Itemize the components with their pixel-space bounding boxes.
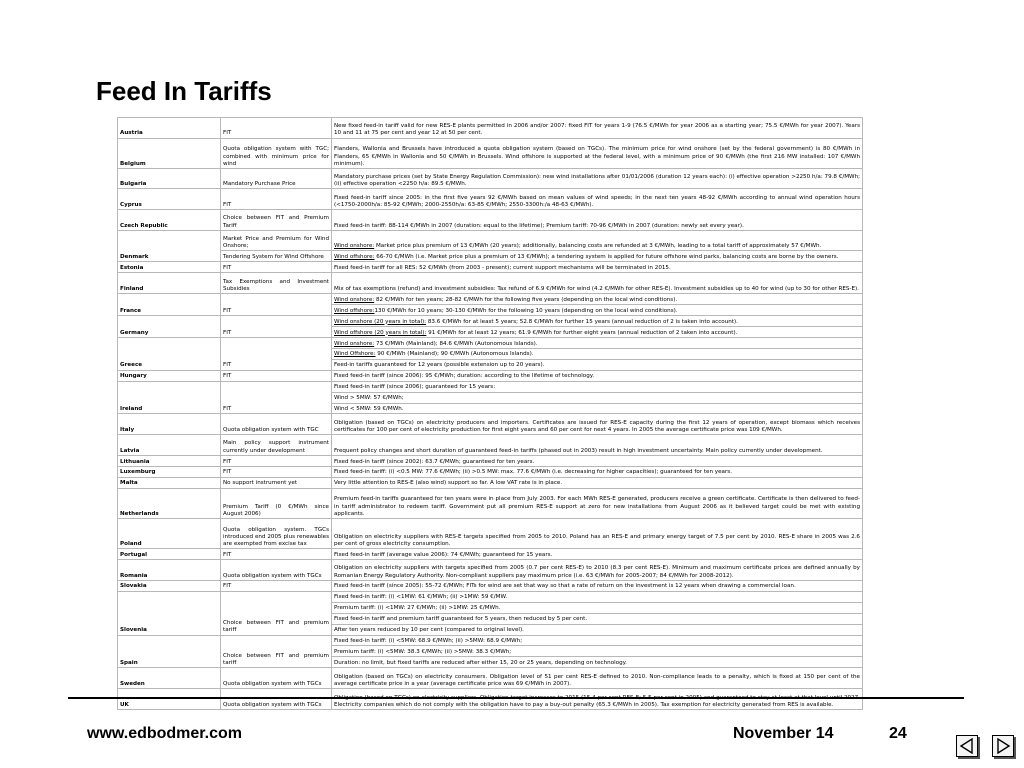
- instrument-cell: Choice between FIT and Premium Tariff: [221, 210, 332, 231]
- table-row: [118, 118, 863, 139]
- table-row: [118, 635, 863, 646]
- description-text: New fixed feed-in tariff valid for new RES-E plants permitted in 2006 and/or 2007: fixed FIT for years 1-9 (76.5 €/MWh for year 2006 as a starting year; 75.5 €/MWh for year 2007). Years 10 and 11 at 75 per cent and year 12 at 50 per cent.: [334, 123, 860, 137]
- technology-label: Wind onshore (20 years in total):: [334, 318, 427, 325]
- country-cell: Slovenia: [118, 591, 221, 635]
- description-cell: [332, 138, 863, 168]
- instrument-cell: Premium Tariff (0 €/MWh since August 2006): [221, 488, 332, 518]
- triangle-right-icon: [995, 738, 1011, 754]
- description-cell: [332, 348, 863, 359]
- instrument-cell: FIT: [221, 293, 332, 315]
- description-cell: [332, 293, 863, 304]
- instrument-cell: FIT: [221, 315, 332, 337]
- description-cell: [332, 613, 863, 624]
- description-cell: [332, 251, 863, 262]
- country-cell: Netherlands: [118, 488, 221, 518]
- country-cell: Estonia: [118, 262, 221, 273]
- description-cell: [332, 168, 863, 189]
- description-cell: [332, 455, 863, 466]
- instrument-cell: FIT: [221, 580, 332, 591]
- instrument-cell: FIT: [221, 549, 332, 560]
- country-cell: Ireland: [118, 381, 221, 414]
- description-cell: [332, 477, 863, 488]
- table-row: [118, 560, 863, 581]
- page-number: 24: [889, 725, 907, 742]
- country-cell: Italy: [118, 414, 221, 435]
- description-text: Fixed feed-in tariff: (i) <1MW: 61 €/MWh; (ii) >1MW: 59 €/MW.: [334, 594, 508, 601]
- description-text: 130 €/MWh for 10 years; 30-130 €/MWh for the following 10 years (depending on the local wind conditions).: [374, 307, 678, 314]
- country-cell: Portugal: [118, 549, 221, 560]
- table-row: [118, 262, 863, 273]
- description-cell: [332, 392, 863, 403]
- description-text: Wind < 5MW: 59 €/MWh.: [334, 406, 404, 413]
- technology-label: Wind onshore:: [334, 296, 375, 303]
- description-text: 90 €/MWh (Mainland); 90 €/MWh (Autonomous Islands).: [375, 351, 534, 358]
- instrument-cell: Choice between FIT and premium tariff: [221, 591, 332, 635]
- description-text: Frequent policy changes and short duration of guaranteed feed-in tariffs (phased out in 2003) result in high investment uncertainty. Main policy currently under development.: [334, 447, 823, 454]
- table-row: [118, 293, 863, 304]
- instrument-cell: Quota obligation system with TGCs: [221, 689, 332, 710]
- country-cell: Luxemburg: [118, 466, 221, 477]
- country-cell: Greece: [118, 337, 221, 370]
- country-cell: Spain: [118, 635, 221, 668]
- description-text: Wind > 5MW: 57 €/MWh;: [334, 395, 404, 402]
- country-cell: France: [118, 293, 221, 315]
- table-row: [118, 230, 863, 251]
- description-cell: [332, 635, 863, 646]
- country-cell: Czech Republic: [118, 210, 221, 231]
- description-text: Fixed feed-in tariff (since 2002): 63.7 €/MWh; guaranteed for ten years.: [334, 458, 535, 465]
- description-text: Obligation (based on TGCs) on electricity suppliers. Obligation target increases to 2015 (15.4 per cent RES-E; 5.5 per cent in 2005) and guaranteed to stay at least at that level until 2027. Electricity companies which do not comply with the obligation have to pay a buy-out penalty (65.3 €/MWh in 2005). Tax exemption for electricity generated from RES is available.: [334, 694, 860, 708]
- description-cell: [332, 549, 863, 560]
- description-text: Market price plus premium of 13 €/MWh (20 years); additionally, balancing costs are refunded at 3 €/MWh, leading to a total tariff of approximately 57 €/MWh.: [374, 243, 822, 250]
- table-row: [118, 488, 863, 518]
- table-row: [118, 518, 863, 548]
- technology-label: Wind Offshore:: [334, 351, 376, 358]
- description-text: Fixed feed-in tariff: (i) <0.5 MW: 77.6 €/MWh; (ii) >0.5 MW: max. 77.6 €/MWh (i.e. decreasing for higher capacities); guaranteed for ten years.: [334, 469, 732, 476]
- description-cell: [332, 668, 863, 689]
- country-cell: Austria: [118, 118, 221, 139]
- table-row: [118, 580, 863, 591]
- description-text: Fixed feed-in tariff: 88-114 €/MWh in 2007 (duration: equal to the lifetime); Premium tariff: 70-96 €/MWh in 2007 (duration: newly set every year).: [334, 222, 744, 229]
- instrument-cell: FIT: [221, 337, 332, 370]
- description-cell: [332, 210, 863, 231]
- country-cell: Slovakia: [118, 580, 221, 591]
- description-cell: [332, 262, 863, 273]
- footer-divider: [68, 697, 964, 699]
- description-cell: [332, 580, 863, 591]
- instrument-cell: FIT: [221, 466, 332, 477]
- description-text: Fixed feed-in tariff (since 2006): 95 €/MWh; duration: according to the lifetime of technology.: [334, 373, 595, 380]
- country-cell: Malta: [118, 477, 221, 488]
- description-text: 73 €/MWh (Mainland); 84.6 €/MWh (Autonomous Islands).: [374, 340, 538, 347]
- description-cell: [332, 403, 863, 414]
- instrument-cell: Main policy support instrument currently under development: [221, 435, 332, 456]
- country-cell: Poland: [118, 518, 221, 548]
- instrument-cell: FIT: [221, 370, 332, 381]
- description-text: 83.6 €/MWh for at least 5 years; 52.8 €/MWh for further 15 years (annual reduction of 2 is taken into account).: [426, 318, 738, 325]
- table-row: [118, 668, 863, 689]
- description-text: Fixed feed-in tariff (average value 2006): 74 €/MWh; guaranteed for 15 years.: [334, 551, 553, 558]
- table-row: [118, 168, 863, 189]
- technology-label: Wind onshore:: [334, 340, 375, 347]
- description-cell: [332, 273, 863, 294]
- technology-label: Wind onshore:: [334, 243, 375, 250]
- page-title: Feed In Tariffs: [96, 76, 272, 106]
- triangle-left-icon: [959, 738, 975, 754]
- instrument-cell: FIT: [221, 262, 332, 273]
- description-cell: [332, 414, 863, 435]
- country-cell: Latvia: [118, 435, 221, 456]
- description-text: 82 €/MWh for ten years; 28-82 €/MWh for the following five years (depending on the local wind conditions).: [374, 296, 678, 303]
- description-cell: [332, 435, 863, 456]
- description-text: Fixed feed-in tariff since 2005: in the first five years 92 €/MWh based on mean values of wind speeds; in the next ten years 48-92 €/MWh according to annual wind operation hours (<1750-2000h/a: 85-92 €/MWh; 2000-2550h/a: 63-85 €/MWh; 2550-3300h:/a 48-63 €/MWh).: [334, 194, 860, 208]
- country-cell: Denmark: [118, 230, 221, 262]
- description-text: Fixed feed-in tariff (since 2006); guaranteed for 15 years:: [334, 384, 496, 391]
- table-row: [118, 315, 863, 326]
- instrument-cell: Tendering System for Wind Offshore: [221, 251, 332, 262]
- description-text: 66-70 €/MWh (i.e. Market price plus a premium of 13 €/MWh); a tendering system is applied for future offshore wind parks, balancing costs are borne by the owners.: [374, 254, 839, 261]
- country-cell: Cyprus: [118, 189, 221, 210]
- description-cell: [332, 466, 863, 477]
- instrument-cell: Quota obligation system with TGC; combined with minimum price for wind: [221, 138, 332, 168]
- description-cell: [332, 518, 863, 548]
- instrument-cell: FIT: [221, 118, 332, 139]
- table-body: [118, 118, 863, 710]
- instrument-cell: No support instrument yet: [221, 477, 332, 488]
- description-text: Fixed feed-in tariff for all RES: 52 €/MWh (from 2003 - present); current support mechanisms will be terminated in 2015.: [334, 265, 671, 272]
- description-cell: [332, 230, 863, 251]
- table-row: [118, 381, 863, 392]
- description-text: Mix of tax exemptions (refund) and investment subsidies: Tax refund of 6.9 €/MWh for wind (4.2 €/MWh for other RES-E). Investment subsidies up to 40 for wind (up to 30 for other RES-E).: [334, 285, 859, 292]
- description-text: Premium tariff: (i) <1MW: 27 €/MWh; (ii) >1MW: 25 €/MWh.: [334, 605, 501, 612]
- description-text: Duration: no limit, but fixed tariffs are reduced after either 15, 20 or 25 years, depending on technology.: [334, 660, 627, 667]
- description-text: Obligation (based on TGCs) on electricity consumers. Obligation level of 51 per cent RES-E defined to 2010. Non-compliance leads to a penalty, which is fixed at 150 per cent of the average certificate price in a year (average certificate price was 69 €/MWh in 2007).: [334, 673, 860, 687]
- country-cell: Germany: [118, 315, 221, 337]
- description-text: Premium tariff: (i) <5MW: 38.3 €/MWh; (ii) >5MW: 38.3 €/MWh;: [334, 649, 512, 656]
- table-row: [118, 591, 863, 602]
- table-row: [118, 251, 863, 262]
- table-row: [118, 189, 863, 210]
- description-text: Fixed feed-in tariff (since 2005): 55-72 €/MWh; FITs for wind are set that way so that a rate of return on the investment is 12 years when drawing a commercial loan.: [334, 583, 796, 590]
- previous-slide-button[interactable]: [956, 735, 978, 757]
- table-row: [118, 210, 863, 231]
- description-cell: [332, 304, 863, 315]
- description-cell: [332, 624, 863, 635]
- description-text: Flanders, Wallonia and Brussels have introduced a quota obligation system (based on TGCs). The minimum price for wind onshore (set by the federal government) is 80 €/MWh in Flanders, 65 €/MWh in Wallonia and 50 €/MWh in Brussels. Wind offshore is supported at the federal level, with a minimum price of 90 €/MWh (the first 216 MW installed: 107 €/MWh minimum).: [334, 146, 860, 167]
- description-text: Very little attention to RES-E (also wind) support so far. A low VAT rate is in place.: [334, 480, 563, 487]
- description-cell: [332, 646, 863, 657]
- description-cell: [332, 381, 863, 392]
- country-cell: Romania: [118, 560, 221, 581]
- table-row: [118, 466, 863, 477]
- instrument-cell: Quota obligation system with TGC: [221, 414, 332, 435]
- table-row: [118, 138, 863, 168]
- description-text: Obligation on electricity suppliers with RES-E targets specified from 2005 to 2010. Poland has an RES-E and primary energy target of 7.5 per cent by 2010. RES-E share in 2005 was 2.6 per cent of gross electricity consumption.: [334, 533, 860, 547]
- next-slide-button[interactable]: [992, 735, 1014, 757]
- instrument-cell: Quota obligation system with TGCs: [221, 560, 332, 581]
- description-text: Fixed feed-in tariff and premium tariff guaranteed for 5 years, then reduced by 5 per cent.: [334, 616, 588, 623]
- description-text: Fixed feed-in tariff: (i) <5MW: 68.9 €/MWh; (ii) >5MW: 68.9 €/MWh;: [334, 638, 523, 645]
- description-text: Obligation (based on TGCs) on electricity producers and importers. Certificates are issued for RES-E capacity during the first 12 years of operation, except biomass which receives certificates for 100 per cent of electricity production for first eight years and 60 per cent for next 4 years. In 2005 the average certificate price was 109 €/MWh.: [334, 419, 860, 433]
- table-row: [118, 337, 863, 348]
- description-cell: [332, 370, 863, 381]
- description-cell: [332, 560, 863, 581]
- country-cell: UK: [118, 689, 221, 710]
- table-row: [118, 689, 863, 710]
- table-row: [118, 414, 863, 435]
- instrument-cell: FIT: [221, 381, 332, 414]
- feed-in-tariff-table: [117, 117, 863, 710]
- country-cell: Sweden: [118, 668, 221, 689]
- description-cell: [332, 591, 863, 602]
- instrument-cell: Choice between FIT and premium tariff: [221, 635, 332, 668]
- technology-label: Wind offshore (20 years in total):: [334, 329, 427, 336]
- instrument-cell: Mandatory Purchase Price: [221, 168, 332, 189]
- instrument-cell: Market Price and Premium for Wind Onshore;: [221, 230, 332, 251]
- instrument-cell: Quota obligation system with TGCs: [221, 668, 332, 689]
- table-row: [118, 370, 863, 381]
- technology-label: Wind offshore:: [334, 307, 375, 314]
- country-cell: Lithuania: [118, 455, 221, 466]
- description-cell: [332, 189, 863, 210]
- description-text: After ten years reduced by 10 per cent (compared to original level).: [334, 627, 524, 634]
- footer-website: www.edbodmer.com: [87, 725, 242, 742]
- table-row: [118, 477, 863, 488]
- instrument-cell: Quota obligation system. TGCs introduced end 2005 plus renewables are exempted from excise tax: [221, 518, 332, 548]
- country-cell: Belgium: [118, 138, 221, 168]
- description-cell: [332, 602, 863, 613]
- table-row: [118, 435, 863, 456]
- description-cell: [332, 488, 863, 518]
- country-cell: Hungary: [118, 370, 221, 381]
- country-cell: Finland: [118, 273, 221, 294]
- description-cell: [332, 118, 863, 139]
- instrument-cell: FIT: [221, 455, 332, 466]
- footer-date: November 14: [733, 725, 834, 742]
- table-row: [118, 455, 863, 466]
- instrument-cell: Tax Exemptions and Investment Subsidies: [221, 273, 332, 294]
- table-row: [118, 273, 863, 294]
- description-text: Obligation on electricity suppliers with targets specified from 2005 (0.7 per cent RES-E) to 2010 (8.3 per cent RES-E). Minimum and maximum certificate prices are defined annually by Romanian Energy Regulatory Authority. Non-compliant suppliers pay maximum price (i.e. 63 €/MWh for 2005-2007; 84 €/MWh for 2008-2012).: [334, 565, 860, 579]
- technology-label: Wind offshore:: [334, 254, 375, 261]
- table-row: [118, 549, 863, 560]
- description-text: 91 €/MWh for at least 12 years; 61.9 €/MWh for further eight years (annual reduction of 2 taken into account).: [426, 329, 738, 336]
- instrument-cell: FIT: [221, 189, 332, 210]
- description-cell: [332, 689, 863, 710]
- description-cell: [332, 315, 863, 326]
- description-cell: [332, 337, 863, 348]
- description-text: Feed-in tariffs guaranteed for 12 years (possible extension up to 20 years).: [334, 362, 545, 369]
- description-text: Mandatory purchase prices (set by State Energy Regulation Commission): new wind installations after 01/01/2006 (duration 12 years each): (i) effective operation >2250 h/a: 79.8 €/MWh; (ii) effective operation <2250 h/a: 89.5 €/MWh.: [334, 174, 860, 188]
- description-text: Premium feed-in tariffs guaranteed for ten years were in place from July 2003. For each MWh RES-E generated, producers receive a green certificate. Certificate is then delivered to feed-in tariff administrator to redeem tariff. Government put all premium RES-E support at zero for new installations from August 2006 as it believed target could be met with existing applicants.: [334, 496, 860, 517]
- description-cell: [332, 657, 863, 668]
- feed-in-tariff-table-wrap: [117, 117, 863, 710]
- country-cell: Bulgaria: [118, 168, 221, 189]
- description-cell: [332, 359, 863, 370]
- description-cell: [332, 326, 863, 337]
